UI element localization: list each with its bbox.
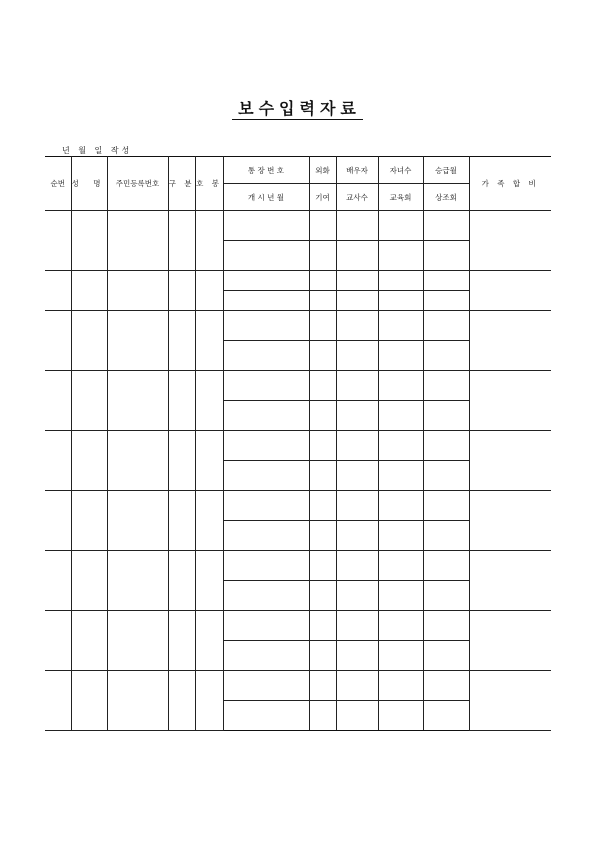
cell-start-date[interactable] [223, 241, 309, 271]
cell-col-d-2[interactable] [423, 291, 469, 311]
pay-input-table [45, 156, 551, 731]
cell-col-d[interactable] [423, 371, 469, 401]
cell-col-a[interactable] [309, 271, 336, 291]
cell-col-c[interactable] [378, 611, 423, 641]
cell-col-d[interactable] [423, 271, 469, 291]
cell-col-d-2[interactable] [423, 241, 469, 271]
cell-category[interactable] [168, 491, 195, 551]
header-category: 구 분 [168, 157, 195, 211]
cell-start-date[interactable] [223, 521, 309, 551]
cell-col-d[interactable] [423, 431, 469, 461]
header-col-a-bottom: 기여 [309, 184, 336, 211]
cell-start-date[interactable] [223, 341, 309, 371]
cell-col-b-2[interactable] [336, 521, 378, 551]
cell-rrn[interactable] [107, 611, 168, 671]
cell-col-b[interactable] [336, 271, 378, 291]
cell-col-a-2[interactable] [309, 521, 336, 551]
header-col-b-top: 배우자 [336, 157, 378, 184]
cell-rrn[interactable] [107, 271, 168, 311]
cell-col-b-2[interactable] [336, 341, 378, 371]
cell-name[interactable] [71, 371, 107, 431]
cell-col-d-2[interactable] [423, 581, 469, 611]
header-rrn: 주민등록번호 [107, 157, 168, 211]
cell-col-c-2[interactable] [378, 341, 423, 371]
cell-seq[interactable] [45, 311, 71, 371]
cell-col-a-2[interactable] [309, 341, 336, 371]
cell-remarks[interactable] [469, 311, 551, 371]
header-col-d-bottom: 상조회 [423, 184, 469, 211]
cell-category[interactable] [168, 211, 195, 271]
cell-category[interactable] [168, 311, 195, 371]
cell-col-b-2[interactable] [336, 241, 378, 271]
header-col-d-top: 승급월 [423, 157, 469, 184]
cell-col-a-2[interactable] [309, 701, 336, 731]
cell-seq[interactable] [45, 491, 71, 551]
cell-col-d[interactable] [423, 551, 469, 581]
cell-col-c-2[interactable] [378, 641, 423, 671]
cell-seq[interactable] [45, 611, 71, 671]
header-name: 성 명 [71, 157, 107, 211]
cell-category[interactable] [168, 371, 195, 431]
cell-col-b-2[interactable] [336, 461, 378, 491]
cell-col-c-2[interactable] [378, 401, 423, 431]
cell-grade[interactable] [195, 671, 223, 731]
date-written-line: 년 월 일 작성 [62, 146, 133, 155]
cell-col-a-2[interactable] [309, 241, 336, 271]
cell-col-c[interactable] [378, 551, 423, 581]
cell-grade[interactable] [195, 551, 223, 611]
cell-name[interactable] [71, 611, 107, 671]
cell-col-d-2[interactable] [423, 521, 469, 551]
cell-col-a-2[interactable] [309, 641, 336, 671]
cell-name[interactable] [71, 551, 107, 611]
cell-col-c-2[interactable] [378, 581, 423, 611]
cell-col-d-2[interactable] [423, 341, 469, 371]
cell-col-b[interactable] [336, 551, 378, 581]
record-row-top [45, 371, 551, 401]
record-row-top [45, 491, 551, 521]
cell-account-no[interactable] [223, 311, 309, 341]
cell-account-no[interactable] [223, 211, 309, 241]
cell-col-c[interactable] [378, 431, 423, 461]
record-row-top [45, 551, 551, 581]
header-col-b-bottom: 교사수 [336, 184, 378, 211]
cell-remarks[interactable] [469, 271, 551, 311]
record-row-top [45, 271, 551, 291]
header-remarks: 가 족 합 비 [469, 157, 551, 211]
cell-remarks[interactable] [469, 371, 551, 431]
cell-col-c-2[interactable] [378, 701, 423, 731]
cell-remarks[interactable] [469, 211, 551, 271]
cell-col-a[interactable] [309, 211, 336, 241]
header-row-top [45, 157, 551, 184]
cell-col-b-2[interactable] [336, 401, 378, 431]
header-col-c-bottom: 교육회 [378, 184, 423, 211]
cell-col-b[interactable] [336, 491, 378, 521]
record-row-top [45, 671, 551, 701]
cell-category[interactable] [168, 551, 195, 611]
record-row-top [45, 211, 551, 241]
record-row-top [45, 611, 551, 641]
cell-col-d[interactable] [423, 611, 469, 641]
cell-remarks[interactable] [469, 551, 551, 611]
cell-account-no[interactable] [223, 611, 309, 641]
cell-col-b[interactable] [336, 311, 378, 341]
cell-account-no[interactable] [223, 431, 309, 461]
cell-seq[interactable] [45, 271, 71, 311]
cell-col-b[interactable] [336, 611, 378, 641]
cell-col-c[interactable] [378, 491, 423, 521]
document-title-wrap [0, 99, 595, 120]
cell-col-a[interactable] [309, 491, 336, 521]
cell-grade[interactable] [195, 371, 223, 431]
cell-rrn[interactable] [107, 491, 168, 551]
cell-col-b[interactable] [336, 431, 378, 461]
cell-category[interactable] [168, 431, 195, 491]
cell-start-date[interactable] [223, 291, 309, 311]
header-seq: 순번 [45, 157, 71, 211]
cell-account-no[interactable] [223, 551, 309, 581]
cell-col-a[interactable] [309, 551, 336, 581]
cell-account-no[interactable] [223, 671, 309, 701]
cell-col-a[interactable] [309, 431, 336, 461]
cell-col-a[interactable] [309, 311, 336, 341]
header-grade: 호 봉 [195, 157, 223, 211]
cell-col-c[interactable] [378, 211, 423, 241]
cell-grade[interactable] [195, 271, 223, 311]
cell-category[interactable] [168, 611, 195, 671]
cell-remarks[interactable] [469, 491, 551, 551]
header-col-a-top: 외화 [309, 157, 336, 184]
cell-account-no[interactable] [223, 491, 309, 521]
cell-category[interactable] [168, 271, 195, 311]
cell-col-d-2[interactable] [423, 641, 469, 671]
cell-seq[interactable] [45, 431, 71, 491]
cell-col-b[interactable] [336, 371, 378, 401]
cell-col-a[interactable] [309, 611, 336, 641]
cell-col-b-2[interactable] [336, 701, 378, 731]
cell-col-a-2[interactable] [309, 291, 336, 311]
cell-col-d[interactable] [423, 311, 469, 341]
cell-col-c[interactable] [378, 271, 423, 291]
cell-col-c-2[interactable] [378, 291, 423, 311]
cell-col-b-2[interactable] [336, 641, 378, 671]
cell-seq[interactable] [45, 211, 71, 271]
cell-remarks[interactable] [469, 611, 551, 671]
cell-col-c[interactable] [378, 371, 423, 401]
cell-col-a-2[interactable] [309, 581, 336, 611]
cell-rrn[interactable] [107, 431, 168, 491]
cell-col-b[interactable] [336, 671, 378, 701]
cell-col-c[interactable] [378, 311, 423, 341]
cell-grade[interactable] [195, 431, 223, 491]
cell-rrn[interactable] [107, 671, 168, 731]
cell-account-no[interactable] [223, 271, 309, 291]
cell-category[interactable] [168, 671, 195, 731]
cell-start-date[interactable] [223, 641, 309, 671]
cell-start-date[interactable] [223, 701, 309, 731]
cell-col-d-2[interactable] [423, 701, 469, 731]
cell-col-d-2[interactable] [423, 461, 469, 491]
cell-col-d[interactable] [423, 491, 469, 521]
cell-name[interactable] [71, 431, 107, 491]
cell-col-b-2[interactable] [336, 581, 378, 611]
cell-col-a-2[interactable] [309, 461, 336, 491]
cell-remarks[interactable] [469, 431, 551, 491]
cell-grade[interactable] [195, 311, 223, 371]
cell-col-c-2[interactable] [378, 241, 423, 271]
cell-col-c-2[interactable] [378, 521, 423, 551]
cell-col-a[interactable] [309, 371, 336, 401]
cell-seq[interactable] [45, 371, 71, 431]
cell-col-c[interactable] [378, 671, 423, 701]
cell-col-d[interactable] [423, 671, 469, 701]
cell-col-d-2[interactable] [423, 401, 469, 431]
record-row-top [45, 311, 551, 341]
document-title: 보수입력자료 [232, 100, 363, 120]
cell-name[interactable] [71, 271, 107, 311]
cell-name[interactable] [71, 211, 107, 271]
cell-name[interactable] [71, 311, 107, 371]
cell-start-date[interactable] [223, 581, 309, 611]
cell-col-a[interactable] [309, 671, 336, 701]
cell-name[interactable] [71, 671, 107, 731]
record-row-top [45, 431, 551, 461]
cell-grade[interactable] [195, 491, 223, 551]
cell-col-a-2[interactable] [309, 401, 336, 431]
cell-rrn[interactable] [107, 371, 168, 431]
cell-col-c-2[interactable] [378, 461, 423, 491]
cell-rrn[interactable] [107, 551, 168, 611]
cell-seq[interactable] [45, 671, 71, 731]
cell-seq[interactable] [45, 551, 71, 611]
cell-start-date[interactable] [223, 461, 309, 491]
header-account-no: 통 장 번 호 [223, 157, 309, 184]
cell-grade[interactable] [195, 211, 223, 271]
cell-col-b-2[interactable] [336, 291, 378, 311]
cell-name[interactable] [71, 491, 107, 551]
cell-start-date[interactable] [223, 401, 309, 431]
cell-grade[interactable] [195, 611, 223, 671]
header-start-date: 개 시 년 월 [223, 184, 309, 211]
cell-col-b[interactable] [336, 211, 378, 241]
cell-remarks[interactable] [469, 671, 551, 731]
cell-rrn[interactable] [107, 311, 168, 371]
cell-rrn[interactable] [107, 211, 168, 271]
header-col-c-top: 자녀수 [378, 157, 423, 184]
cell-account-no[interactable] [223, 371, 309, 401]
cell-col-d[interactable] [423, 211, 469, 241]
